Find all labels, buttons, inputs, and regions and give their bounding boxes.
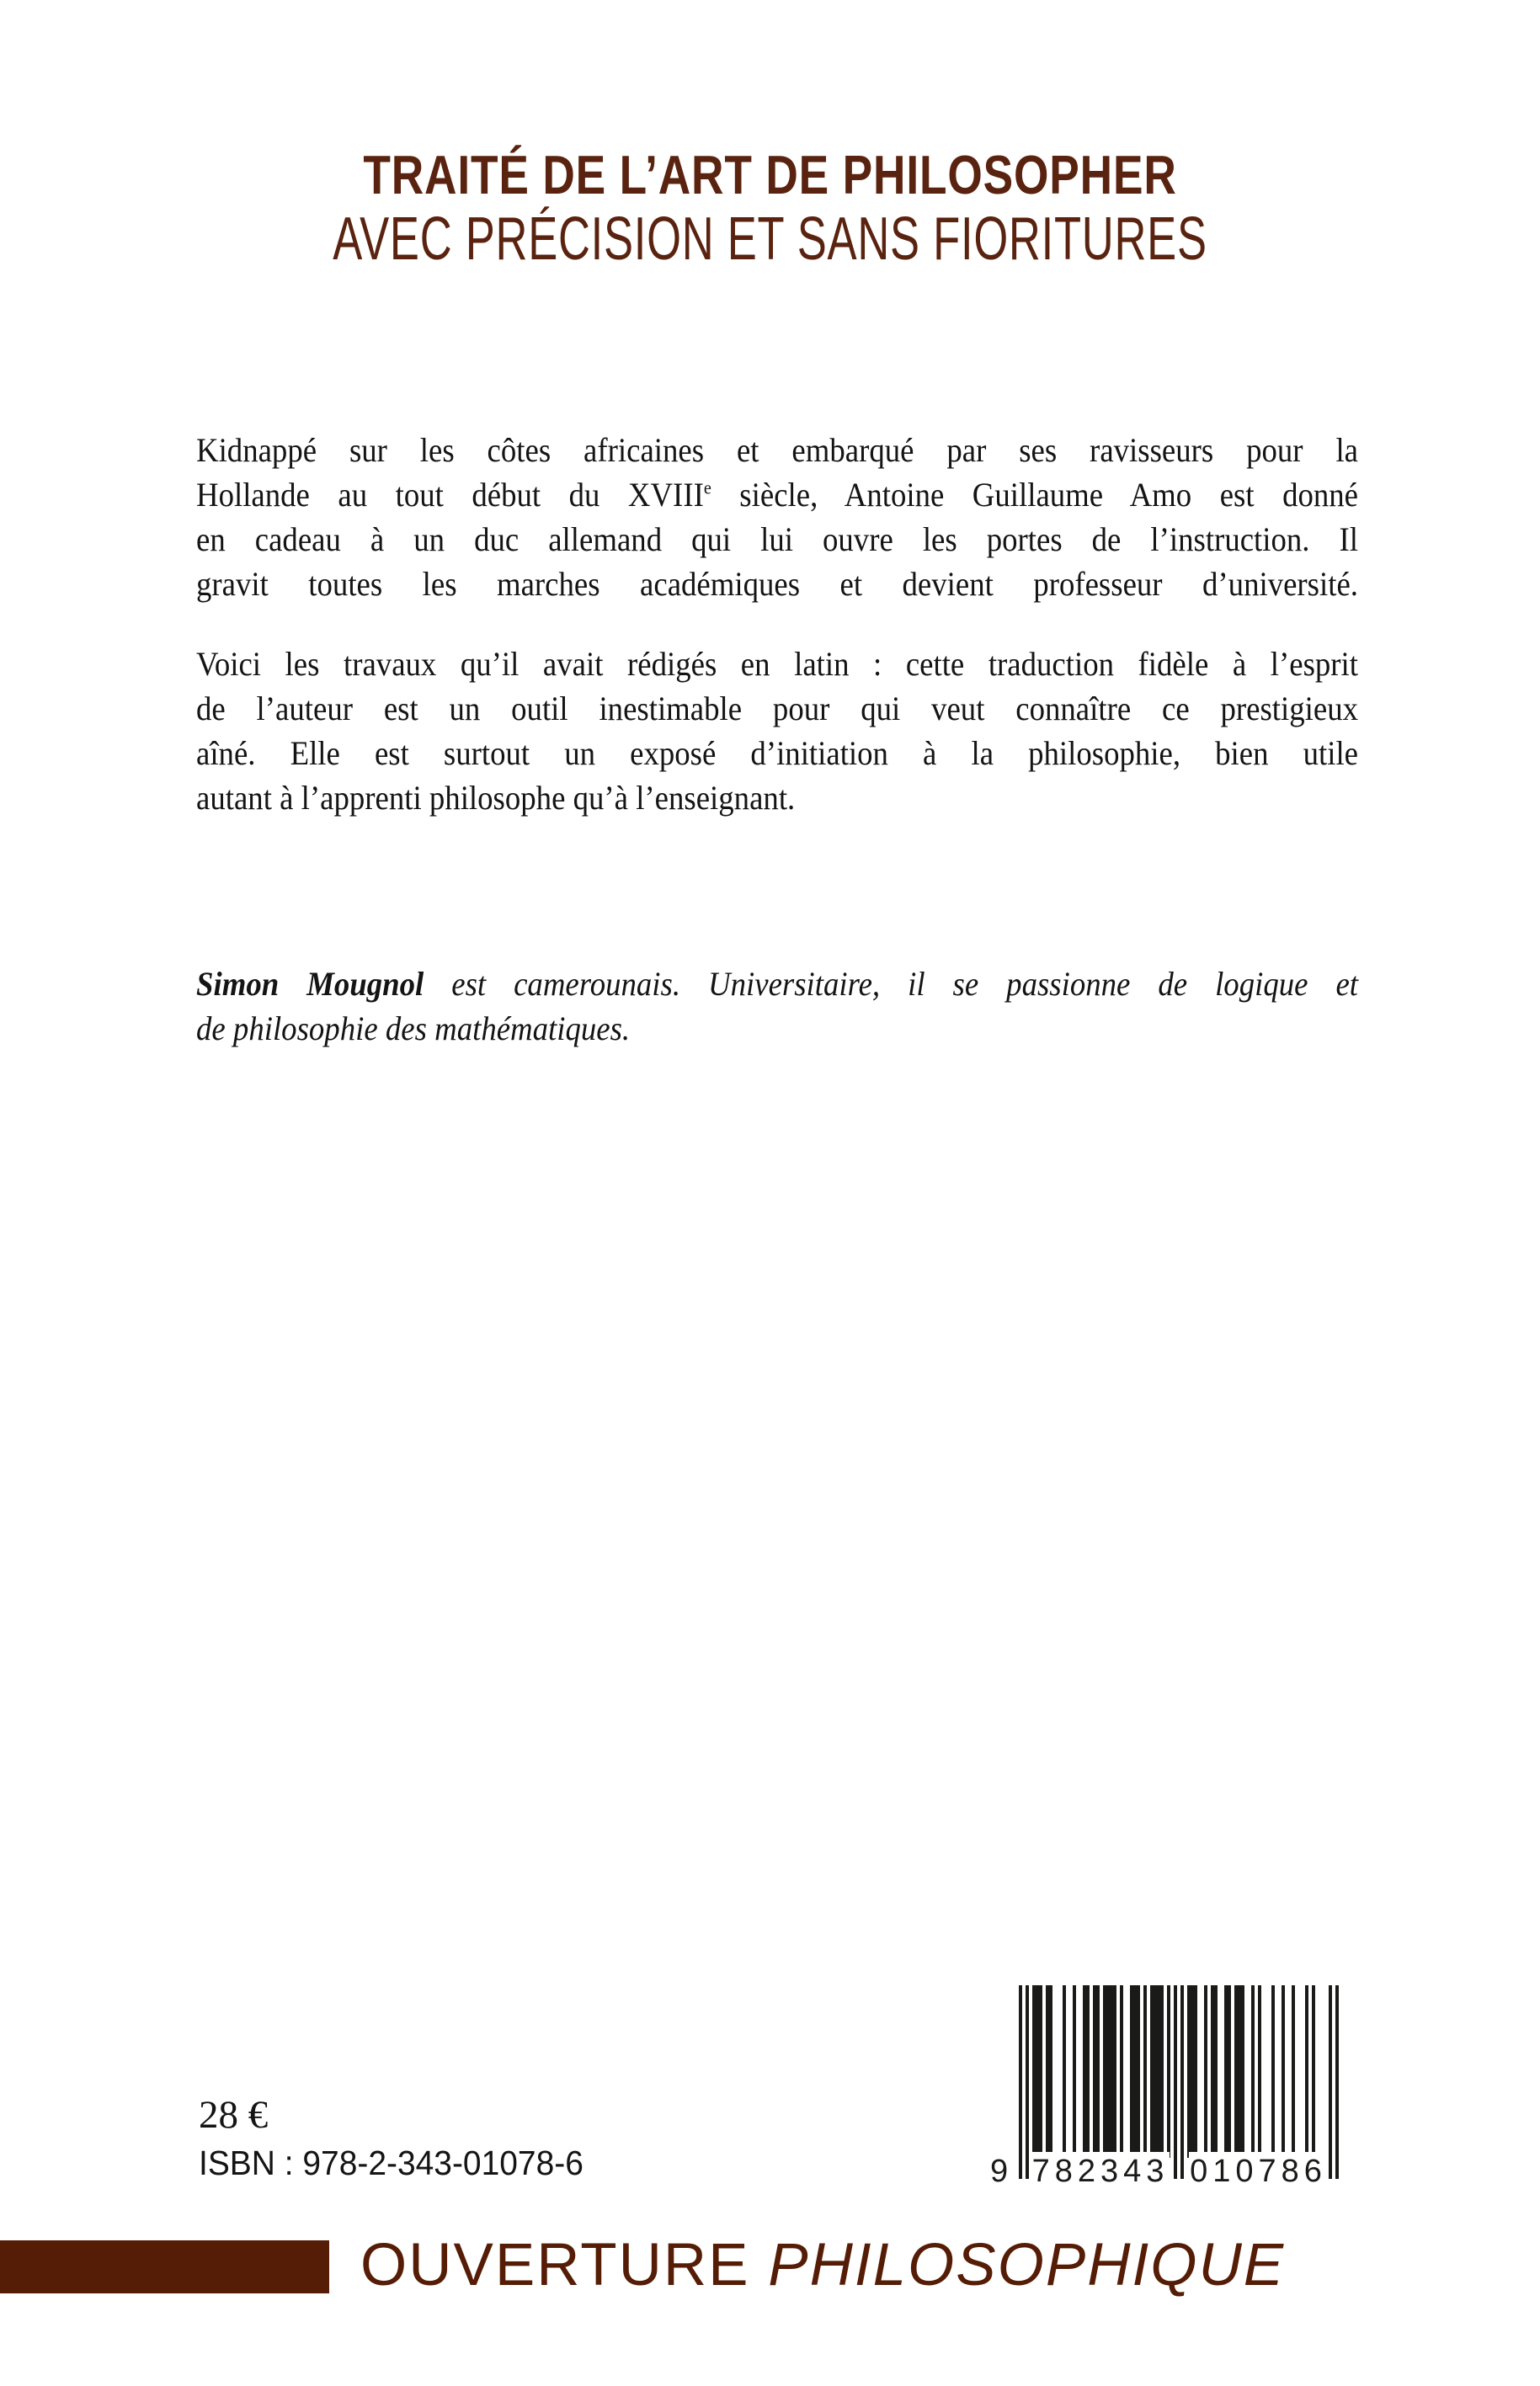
barcode [990,1985,1339,2194]
collection-name [360,2232,1286,2298]
synopsis-line [196,472,1358,517]
collection-word-space [749,2232,768,2298]
author-note-line: de philosophie des mathématiques. [196,1009,631,1047]
price-label: 28 € [199,2093,269,2137]
synopsis-line: Kidnappé sur les côtes africaines et embarqué par ses ravisseurs pour la [196,431,1358,469]
book-title-line-1: TRAITÉ DE L’ART DE PHILOSOPHER [363,144,1177,205]
collection-band-block [0,2240,329,2293]
author-note [196,961,1358,1051]
barcode-digit-group1: 782343 [1031,2154,1170,2189]
synopsis-line: en cadeau à un duc allemand qui lui ouvre les portes de l’instruction. Il [196,520,1358,558]
barcode-svg [1019,1985,1339,2179]
isbn-label: ISBN : 978-2-343-01078-6 [199,2144,583,2182]
author-note-line [196,961,1358,1006]
synopsis-line-segment: siècle, Antoine Guillaume Amo est donné [711,476,1359,514]
collection-word-philosophique: PHILOSOPHIQUE [768,2232,1286,2298]
synopsis-paragraph-2 [196,642,1358,820]
synopsis-paragraph-1 [196,428,1358,606]
century-superscript: e [703,477,711,498]
synopsis-line: gravit toutes les marches académiques et devient professeur d’université. [196,565,1358,603]
synopsis-line: Voici les travaux qu’il avait rédigés en latin : cette traduction fidèle à l’esprit [196,645,1358,683]
synopsis-line-segment: Hollande au tout début du XVIII [196,476,704,514]
author-name: Simon Mougnol [196,965,424,1003]
author-note-segment: est camerounais. Universitaire, il se passionne de logique et [424,965,1358,1003]
book-title-line-2: AVEC PRÉCISION ET SANS FIORITURES [333,205,1207,273]
barcode-digit-group2: 010786 [1190,2154,1327,2189]
barcode-digit-first: 9 [990,2154,1009,2189]
synopsis-line: autant à l’apprenti philosophe qu’à l’enseignant. [196,779,796,817]
synopsis-line: aîné. Elle est surtout un exposé d’initiation à la philosophie, bien utile [196,734,1358,772]
synopsis-line: de l’auteur est un outil inestimable pour qui veut connaître ce prestigieux [196,690,1358,727]
collection-word-ouverture: OUVERTURE [360,2232,750,2298]
